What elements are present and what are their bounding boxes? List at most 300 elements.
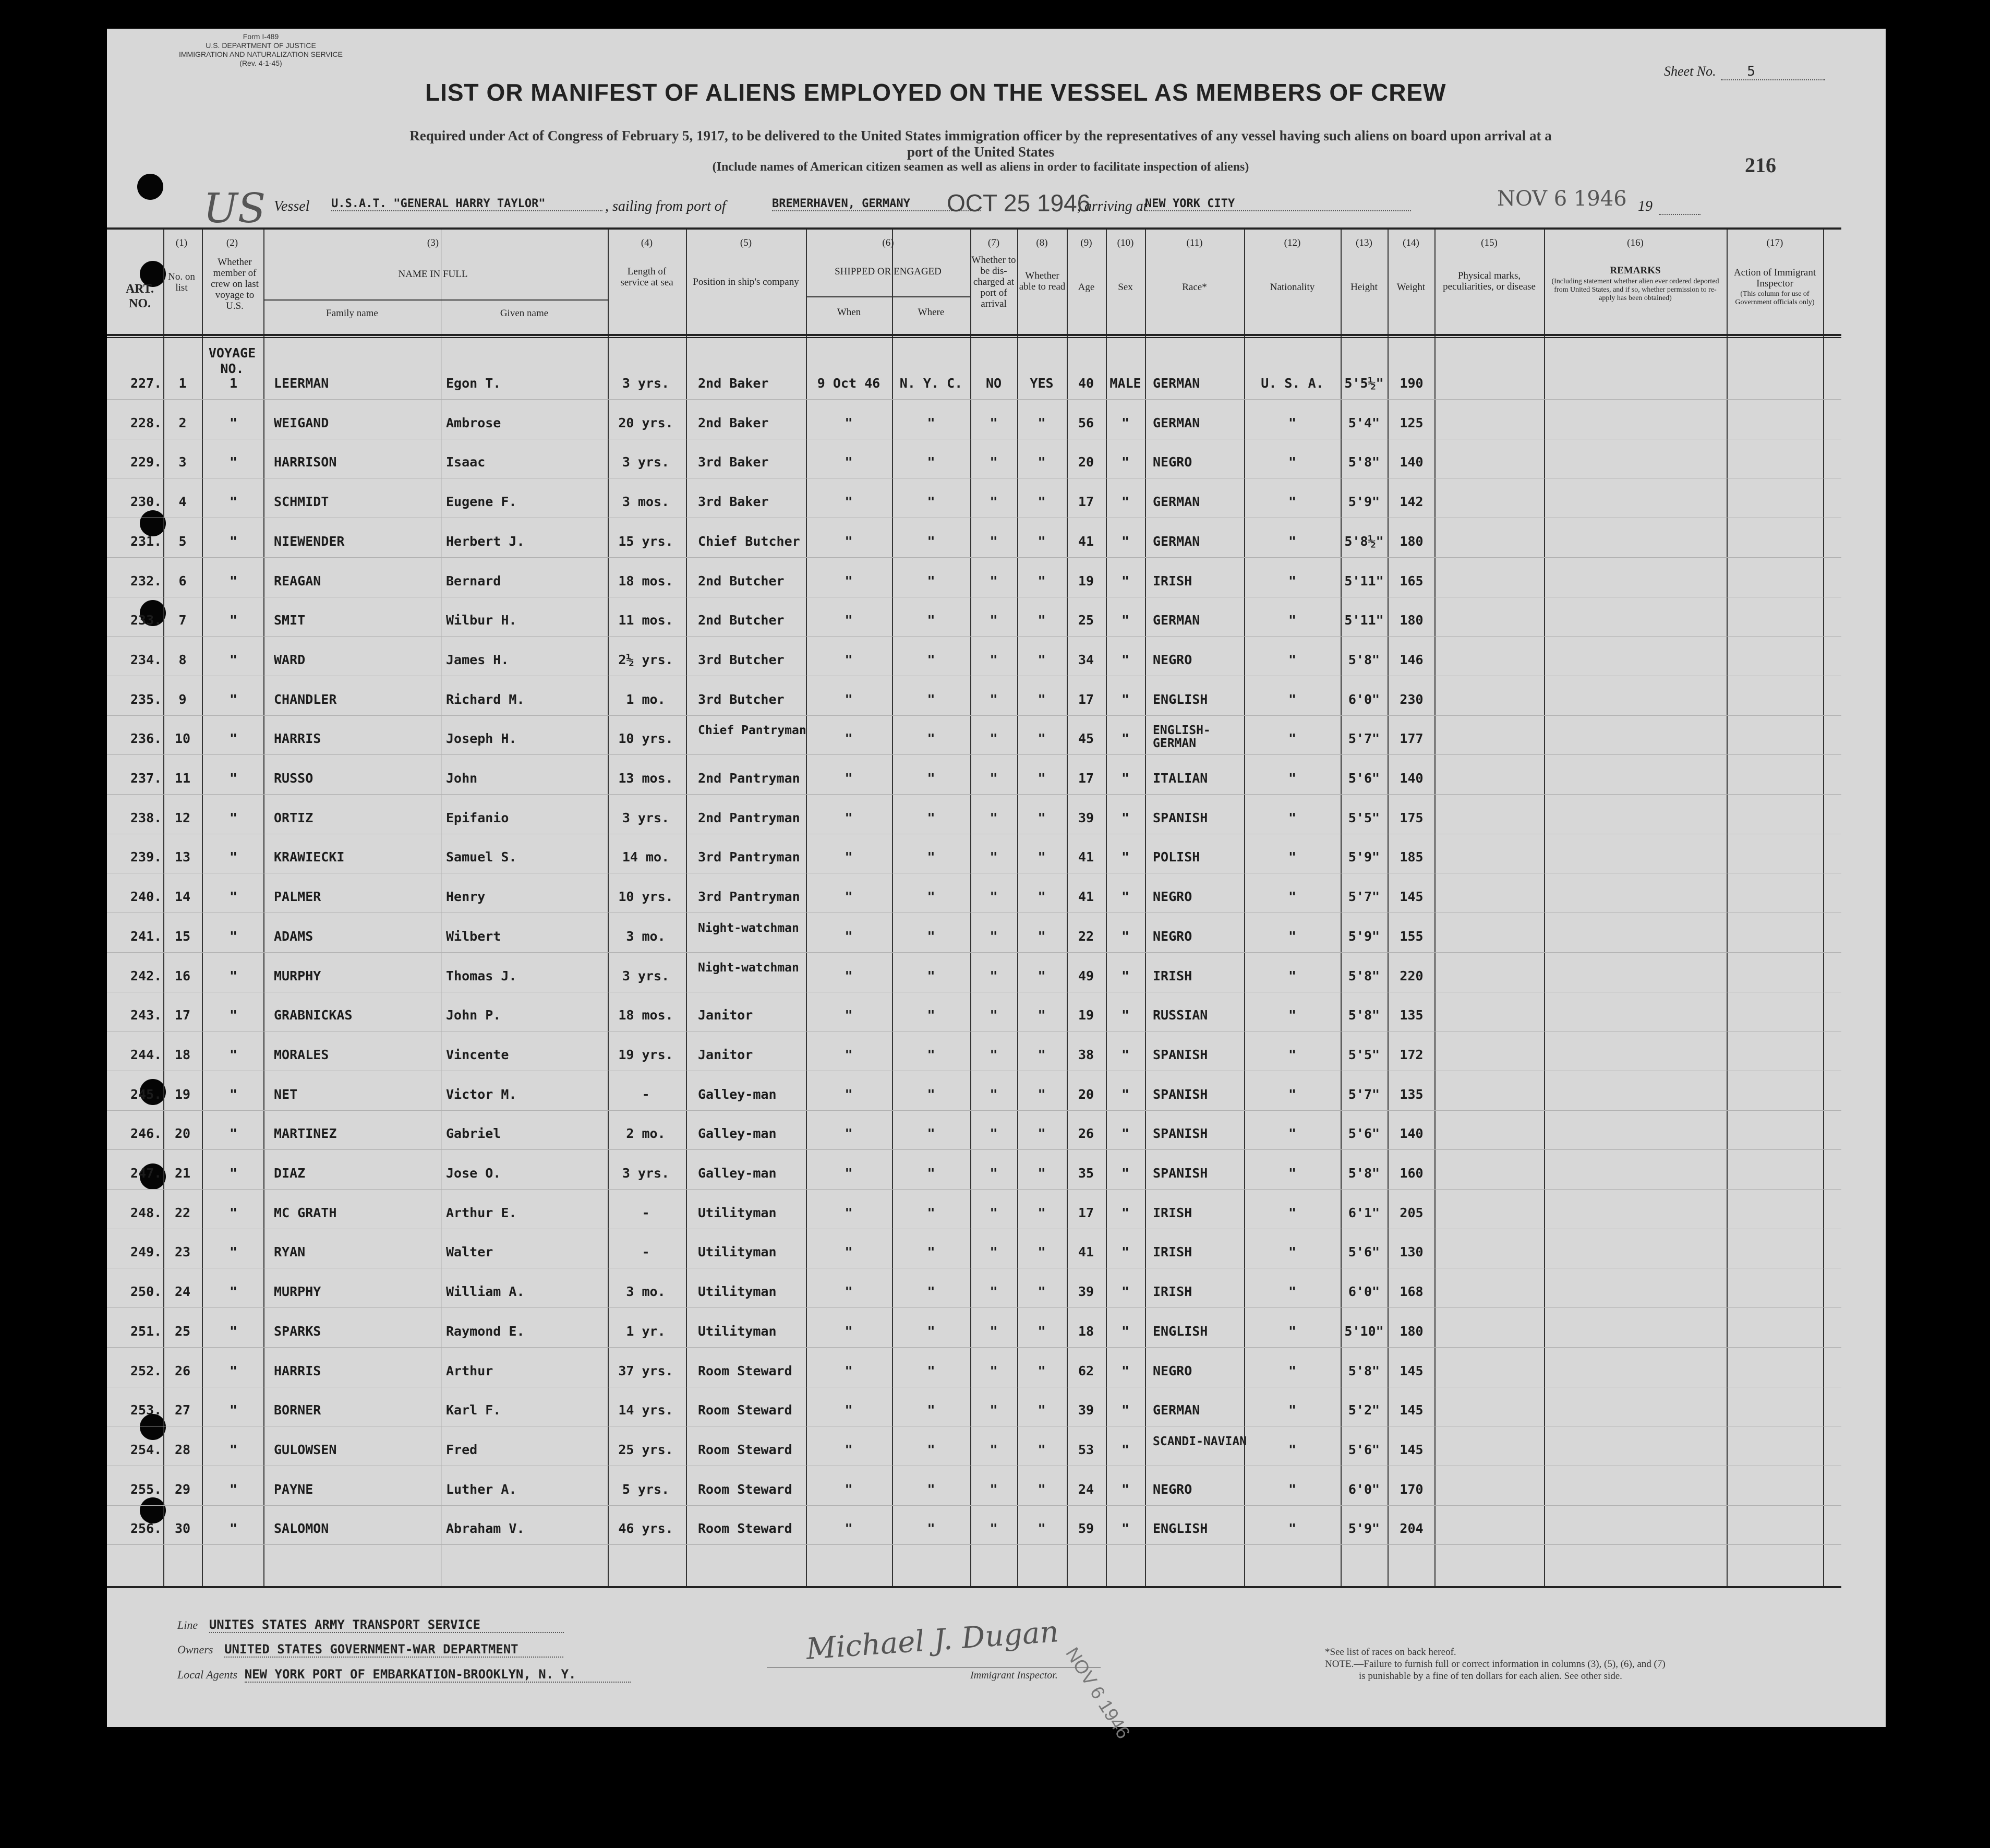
cell-discharged: "	[990, 652, 998, 667]
cell-discharged: "	[990, 771, 998, 786]
cell-sex: "	[1121, 1126, 1130, 1142]
cell-shipped-where: "	[927, 1442, 935, 1457]
cell-sex: "	[1121, 415, 1130, 430]
cell-sex: "	[1121, 533, 1130, 549]
cell-service-length: 46 yrs.	[618, 1521, 673, 1537]
agents-value: NEW YORK PORT OF EMBARKATION-BROOKLYN, N. Y.	[245, 1667, 631, 1683]
cell-height: 5'11"	[1344, 573, 1384, 589]
cell-weight: 204	[1400, 1521, 1424, 1537]
year-field	[1659, 214, 1700, 215]
col-4-label: Length of service at sea	[620, 266, 673, 288]
cell-shipped-where: N. Y. C.	[899, 376, 963, 391]
cell-discharged: "	[990, 1007, 998, 1023]
cell-given-name: Epifanio	[446, 810, 509, 825]
cell-age: 49	[1078, 968, 1094, 983]
cell-shipped-where: "	[927, 771, 935, 786]
col-art-no: ART. NO.	[125, 282, 154, 310]
punch-hole	[137, 174, 163, 200]
cell-nationality: "	[1288, 1481, 1297, 1497]
cell-last-voyage: "	[229, 928, 238, 944]
cell-list-no: 19	[174, 1086, 191, 1102]
cell-height: 5'8"	[1348, 454, 1380, 470]
cell-race: ENGLISH	[1153, 1521, 1208, 1537]
cell-discharged: "	[990, 1086, 998, 1102]
cell-height: 5'9"	[1348, 1521, 1380, 1537]
cell-sex: "	[1121, 928, 1130, 944]
cell-weight: 168	[1400, 1284, 1424, 1300]
cell-shipped-when: "	[845, 968, 853, 983]
cell-sex: "	[1121, 849, 1130, 865]
cell-age: 35	[1078, 1166, 1094, 1181]
cell-age: 45	[1078, 731, 1094, 747]
sailing-port: BREMERHAVEN, GERMANY	[772, 197, 981, 211]
cell-weight: 177	[1400, 731, 1424, 747]
cell-given-name: Walter	[446, 1244, 493, 1260]
cell-art-no: 245.	[130, 1086, 162, 1102]
cell-nationality: "	[1288, 494, 1297, 510]
cell-sex: "	[1121, 968, 1130, 983]
cell-discharged: "	[990, 573, 998, 589]
cell-nationality: "	[1288, 1086, 1297, 1102]
cell-shipped-when: "	[845, 928, 853, 944]
cell-art-no: 255.	[130, 1481, 162, 1497]
cell-sex: "	[1121, 1166, 1130, 1181]
cell-able-to-read: "	[1038, 494, 1046, 510]
cell-discharged: "	[990, 731, 998, 747]
cell-race: GERMAN	[1153, 376, 1200, 391]
cell-shipped-where: "	[927, 810, 935, 825]
cell-sex: "	[1121, 573, 1130, 589]
cell-shipped-when: "	[845, 1205, 853, 1220]
cell-race: POLISH	[1153, 849, 1200, 865]
cell-sex: "	[1121, 494, 1130, 510]
cell-height: 5'6"	[1348, 1126, 1380, 1142]
footer-agents-field	[177, 1667, 631, 1683]
cell-art-no: 227.	[130, 376, 162, 391]
cell-able-to-read: YES	[1030, 376, 1054, 391]
cell-family-name: MURPHY	[274, 968, 321, 983]
cell-weight: 180	[1400, 1323, 1424, 1339]
cell-list-no: 25	[174, 1323, 191, 1339]
cell-position: 2nd Butcher	[698, 573, 785, 589]
cell-family-name: SPARKS	[274, 1323, 321, 1339]
cell-race: NEGRO	[1153, 1363, 1192, 1378]
cell-race: ITALIAN	[1153, 771, 1208, 786]
cell-age: 24	[1078, 1481, 1094, 1497]
cell-weight: 205	[1400, 1205, 1424, 1220]
cell-sex: "	[1121, 810, 1130, 825]
cell-shipped-where: "	[927, 1126, 935, 1142]
cell-list-no: 22	[174, 1205, 191, 1220]
cell-nationality: "	[1288, 652, 1297, 667]
cell-age: 26	[1078, 1126, 1094, 1142]
page-stamp: 216	[1745, 153, 1776, 177]
cell-shipped-where: "	[927, 968, 935, 983]
cell-shipped-when: "	[845, 1284, 853, 1300]
cell-nationality: "	[1288, 573, 1297, 589]
cell-nationality: "	[1288, 691, 1297, 707]
footnote-penalty-1: NOTE.—Failure to furnish full or correct information in columns (3), (5), (6), and (7)	[1325, 1659, 1666, 1670]
cell-nationality: "	[1288, 968, 1297, 983]
col-11-num: (11)	[1186, 237, 1203, 248]
cell-family-name: LEERMAN	[274, 376, 329, 391]
cell-family-name: RYAN	[274, 1244, 306, 1260]
cell-able-to-read: "	[1038, 1284, 1046, 1300]
cell-position: Utilityman	[698, 1205, 777, 1220]
cell-list-no: 26	[174, 1363, 191, 1378]
cell-race: NEGRO	[1153, 889, 1192, 905]
cell-shipped-where: "	[927, 652, 935, 667]
cell-last-voyage: "	[229, 533, 238, 549]
cell-sex: "	[1121, 652, 1130, 667]
cell-shipped-when: "	[845, 889, 853, 905]
cell-given-name: Wilbur H.	[446, 613, 517, 628]
cell-shipped-where: "	[927, 533, 935, 549]
cell-art-no: 231.	[130, 533, 162, 549]
cell-weight: 175	[1400, 810, 1424, 825]
subtitle-requirement	[188, 128, 1774, 174]
cell-position: Utilityman	[698, 1323, 777, 1339]
cell-shipped-when: "	[845, 613, 853, 628]
col-13-label: Height	[1350, 282, 1378, 293]
cell-race: SCANDI-NAVIAN	[1153, 1434, 1247, 1448]
cell-shipped-when: "	[845, 1047, 853, 1062]
cell-weight: 190	[1400, 376, 1424, 391]
cell-given-name: Thomas J.	[446, 968, 517, 983]
cell-height: 5'6"	[1348, 1244, 1380, 1260]
cell-last-voyage: "	[229, 1205, 238, 1220]
cell-shipped-when: "	[845, 1402, 853, 1418]
col-10-label: Sex	[1118, 282, 1133, 293]
cell-discharged: "	[990, 1402, 998, 1418]
cell-weight: 140	[1400, 1126, 1424, 1142]
crew-table	[107, 227, 1841, 1588]
cell-service-length: 3 yrs.	[622, 810, 670, 825]
cell-family-name: HARRISON	[274, 454, 337, 470]
cell-last-voyage: "	[229, 1521, 238, 1537]
cell-height: 5'8"	[1348, 1363, 1380, 1378]
row-divider	[107, 636, 1841, 637]
cell-shipped-where: "	[927, 928, 935, 944]
cell-shipped-when: "	[845, 1363, 853, 1378]
cell-family-name: RUSSO	[274, 771, 313, 786]
cell-race: SPANISH	[1153, 810, 1208, 825]
cell-list-no: 21	[174, 1166, 191, 1181]
row-divider	[107, 1505, 1841, 1506]
cell-family-name: NET	[274, 1086, 298, 1102]
row-divider	[107, 1307, 1841, 1308]
cell-shipped-when: "	[845, 415, 853, 430]
row-divider	[107, 794, 1841, 795]
col-6-num: (6)	[882, 237, 894, 248]
cell-discharged: "	[990, 691, 998, 707]
cell-position: Galley-man	[698, 1126, 777, 1142]
cell-last-voyage: "	[229, 691, 238, 707]
cell-age: 17	[1078, 691, 1094, 707]
cell-art-no: 244.	[130, 1047, 162, 1062]
cell-height: 5'4"	[1348, 415, 1380, 430]
cell-nationality: "	[1288, 810, 1297, 825]
cell-able-to-read: "	[1038, 731, 1046, 747]
cell-age: 39	[1078, 810, 1094, 825]
cell-service-length: 3 yrs.	[622, 1166, 670, 1181]
cell-height: 6'0"	[1348, 691, 1380, 707]
cell-art-no: 253.	[130, 1402, 162, 1418]
cell-given-name: Fred	[446, 1442, 478, 1457]
col-12-label: Nationality	[1270, 282, 1315, 293]
department: U.S. DEPARTMENT OF JUSTICE	[206, 41, 316, 50]
cell-weight: 170	[1400, 1481, 1424, 1497]
cell-age: 20	[1078, 454, 1094, 470]
cell-able-to-read: "	[1038, 968, 1046, 983]
row-divider	[107, 1347, 1841, 1348]
owners-label: Owners	[177, 1643, 213, 1656]
cell-last-voyage: "	[229, 968, 238, 983]
cell-sex: "	[1121, 1323, 1130, 1339]
cell-last-voyage: "	[229, 1166, 238, 1181]
received-stamp: NOV 6 1946	[1062, 1643, 1135, 1743]
line-label: Line	[177, 1618, 198, 1631]
cell-nationality: "	[1288, 1521, 1297, 1537]
cell-list-no: 7	[178, 613, 187, 628]
cell-shipped-where: "	[927, 1284, 935, 1300]
cell-sex: "	[1121, 613, 1130, 628]
cell-list-no: 18	[174, 1047, 191, 1062]
cell-list-no: 8	[178, 652, 187, 667]
cell-art-no: 249.	[130, 1244, 162, 1260]
cell-nationality: "	[1288, 1244, 1297, 1260]
cell-discharged: "	[990, 454, 998, 470]
cell-able-to-read: "	[1038, 533, 1046, 549]
cell-age: 39	[1078, 1284, 1094, 1300]
col-8-label: Whether able to read	[1019, 270, 1066, 292]
cell-family-name: KRAWIECKI	[274, 849, 345, 865]
cell-position: Janitor	[698, 1047, 753, 1062]
cell-able-to-read: "	[1038, 1047, 1046, 1062]
row-divider	[107, 1110, 1841, 1111]
sheet-label: Sheet No.	[1664, 64, 1716, 79]
cell-position: Room Steward	[698, 1521, 792, 1537]
cell-sex: "	[1121, 1244, 1130, 1260]
cell-last-voyage: "	[229, 1126, 238, 1142]
cell-discharged: "	[990, 415, 998, 430]
cell-discharged: "	[990, 1323, 998, 1339]
cell-shipped-when: "	[845, 1521, 853, 1537]
cell-service-length: 20 yrs.	[618, 415, 673, 430]
cell-race: GERMAN	[1153, 494, 1200, 510]
cell-list-no: 6	[178, 573, 187, 589]
cell-height: 5'7"	[1348, 1086, 1380, 1102]
cell-discharged: "	[990, 494, 998, 510]
cell-position: 2nd Pantryman	[698, 810, 800, 825]
cell-given-name: Egon T.	[446, 376, 501, 391]
cell-given-name: Eugene F.	[446, 494, 517, 510]
col-17-label: Action of Immigrant Inspector	[1733, 267, 1816, 289]
cell-weight: 165	[1400, 573, 1424, 589]
cell-weight: 140	[1400, 771, 1424, 786]
cell-shipped-when: "	[845, 573, 853, 589]
cell-able-to-read: "	[1038, 691, 1046, 707]
cell-list-no: 3	[178, 454, 187, 470]
cell-position: 2nd Pantryman	[698, 771, 800, 786]
cell-race: GERMAN	[1153, 1402, 1200, 1418]
cell-service-length: 3 mos.	[622, 494, 670, 510]
cell-position: 2nd Baker	[698, 415, 769, 430]
cell-weight: 140	[1400, 454, 1424, 470]
col-12-num: (12)	[1284, 237, 1301, 248]
cell-family-name: REAGAN	[274, 573, 321, 589]
cell-last-voyage: "	[229, 1086, 238, 1102]
cell-age: 56	[1078, 415, 1094, 430]
cell-able-to-read: "	[1038, 1205, 1046, 1220]
arriving-label: , arriving at	[1077, 198, 1148, 214]
col-3-label: NAME IN FULL	[398, 269, 468, 280]
cell-weight: 155	[1400, 928, 1424, 944]
sailing-label: , sailing from port of	[605, 198, 726, 214]
handwritten-mark: US	[203, 185, 266, 232]
cell-last-voyage: "	[229, 1481, 238, 1497]
cell-shipped-where: "	[927, 849, 935, 865]
cell-discharged: "	[990, 849, 998, 865]
cell-weight: 145	[1400, 889, 1424, 905]
revision: (Rev. 4-1-45)	[239, 59, 282, 67]
sailing-date-stamp: OCT 25 1946	[947, 189, 1091, 217]
cell-weight: 130	[1400, 1244, 1424, 1260]
cell-given-name: Bernard	[446, 573, 501, 589]
cell-art-no: 252.	[130, 1363, 162, 1378]
cell-position: Night-watchman	[698, 961, 799, 975]
cell-family-name: PAYNE	[274, 1481, 313, 1497]
cell-race: IRISH	[1153, 1284, 1192, 1300]
cell-art-no: 232.	[130, 573, 162, 589]
cell-service-length: 10 yrs.	[618, 889, 673, 905]
cell-height: 5'9"	[1348, 928, 1380, 944]
subtitle-line-3: (Include names of American citizen seamen as well as aliens in order to facilitate inspection of aliens)	[712, 160, 1249, 174]
cell-weight: 180	[1400, 533, 1424, 549]
cell-shipped-when: "	[845, 652, 853, 667]
cell-nationality: "	[1288, 731, 1297, 747]
cell-discharged: "	[990, 1244, 998, 1260]
cell-discharged: "	[990, 928, 998, 944]
cell-position: 2nd Baker	[698, 376, 769, 391]
cell-given-name: Herbert J.	[446, 533, 525, 549]
cell-last-voyage: "	[229, 771, 238, 786]
cell-race: SPANISH	[1153, 1086, 1208, 1102]
cell-shipped-when: "	[845, 1323, 853, 1339]
cell-given-name: Abraham V.	[446, 1521, 525, 1537]
cell-family-name: GRABNICKAS	[274, 1007, 353, 1023]
cell-weight: 135	[1400, 1007, 1424, 1023]
cell-art-no: 243.	[130, 1007, 162, 1023]
col-15-label: Physical marks, peculiarities, or disease	[1443, 270, 1536, 292]
cell-list-no: 4	[178, 494, 187, 510]
cell-weight: 145	[1400, 1442, 1424, 1457]
col-2-num: (2)	[226, 237, 238, 248]
cell-last-voyage: "	[229, 613, 238, 628]
cell-art-no: 235.	[130, 691, 162, 707]
cell-height: 5'9"	[1348, 494, 1380, 510]
cell-family-name: MURPHY	[274, 1284, 321, 1300]
cell-height: 5'9"	[1348, 849, 1380, 865]
cell-family-name: BORNER	[274, 1402, 321, 1418]
cell-service-length: 3 yrs.	[622, 376, 670, 391]
col-10-num: (10)	[1117, 237, 1134, 248]
cell-age: 41	[1078, 889, 1094, 905]
cell-able-to-read: "	[1038, 771, 1046, 786]
cell-able-to-read: "	[1038, 1402, 1046, 1418]
cell-sex: "	[1121, 1521, 1130, 1537]
cell-nationality: "	[1288, 415, 1297, 430]
cell-age: 62	[1078, 1363, 1094, 1378]
cell-shipped-when: "	[845, 1086, 853, 1102]
cell-given-name: Arthur E.	[446, 1205, 517, 1220]
cell-list-no: 14	[174, 889, 191, 905]
cell-able-to-read: "	[1038, 573, 1046, 589]
cell-service-length: 13 mos.	[618, 771, 673, 786]
cell-discharged: "	[990, 968, 998, 983]
cell-service-length: 3 mo.	[626, 1284, 666, 1300]
cell-race: NEGRO	[1153, 1481, 1192, 1497]
cell-shipped-when: "	[845, 731, 853, 747]
cell-service-length: 3 yrs.	[622, 454, 670, 470]
cell-sex: "	[1121, 1363, 1130, 1378]
cell-family-name: WEIGAND	[274, 415, 329, 430]
cell-shipped-where: "	[927, 889, 935, 905]
cell-height: 5'5"	[1348, 1047, 1380, 1062]
cell-weight: 172	[1400, 1047, 1424, 1062]
cell-art-no: 241.	[130, 928, 162, 944]
cell-weight: 160	[1400, 1166, 1424, 1181]
cell-race: SPANISH	[1153, 1047, 1208, 1062]
voyage-header: VOYAGE NO.	[208, 345, 256, 376]
cell-age: 40	[1078, 376, 1094, 391]
row-divider	[107, 715, 1841, 716]
arrival-date-stamp: NOV 6 1946	[1497, 187, 1627, 211]
cell-list-no: 15	[174, 928, 191, 944]
col-6-when: When	[837, 307, 861, 318]
cell-service-length: 3 mo.	[626, 928, 666, 944]
cell-sex: "	[1121, 1205, 1130, 1220]
cell-shipped-when: "	[845, 1481, 853, 1497]
cell-given-name: John P.	[446, 1007, 501, 1023]
col-9-label: Age	[1078, 282, 1095, 293]
cell-position: Chief Butcher	[698, 533, 800, 549]
cell-given-name: James H.	[446, 652, 509, 667]
row-divider	[107, 557, 1841, 558]
cell-position: Room Steward	[698, 1402, 792, 1418]
cell-service-length: 14 mo.	[622, 849, 670, 865]
cell-race: IRISH	[1153, 1205, 1192, 1220]
cell-position: Utilityman	[698, 1284, 777, 1300]
cell-art-no: 238.	[130, 810, 162, 825]
cell-nationality: "	[1288, 1363, 1297, 1378]
cell-art-no: 233.	[130, 613, 162, 628]
cell-race: IRISH	[1153, 968, 1192, 983]
cell-service-length: 1 mo.	[626, 691, 666, 707]
cell-able-to-read: "	[1038, 889, 1046, 905]
cell-race: SPANISH	[1153, 1166, 1208, 1181]
cell-list-no: 10	[174, 731, 191, 747]
cell-discharged: "	[990, 1166, 998, 1181]
cell-height: 5'8"	[1348, 1007, 1380, 1023]
cell-last-voyage: "	[229, 573, 238, 589]
cell-shipped-when: "	[845, 1166, 853, 1181]
row-divider	[107, 1149, 1841, 1150]
vessel-name: U.S.A.T. "GENERAL HARRY TAYLOR"	[331, 197, 602, 211]
cell-height: 5'8"	[1348, 1166, 1380, 1181]
cell-height: 5'8½"	[1344, 533, 1384, 549]
cell-position: Chief Pantryman	[698, 724, 806, 738]
